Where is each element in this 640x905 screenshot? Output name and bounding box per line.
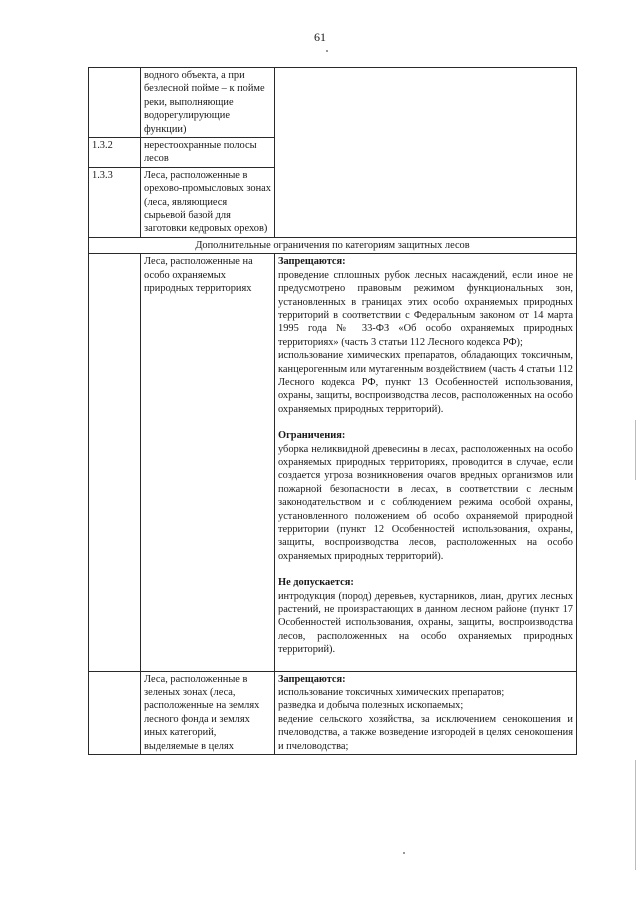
table-row [89, 254, 577, 671]
not-allowed-heading: Не допускается: [278, 577, 354, 589]
forest-category: Леса, расположенные в орехово-промысловых зонах (леса, являющиеся сырьевой базой для заготовки кедровых орехов) [141, 167, 275, 237]
rule-paragraph: разведка и добыча полезных ископаемых; [278, 700, 464, 712]
row-number [89, 671, 141, 754]
forest-category: Леса, расположенные на особо охраняемых природных территориях [141, 254, 275, 671]
forest-category: Леса, расположенные в зеленых зонах (леса, расположенные на землях лесного фонда и землях иных категорий, выделяемые в целях [141, 671, 275, 754]
rules-cell [275, 254, 577, 671]
rule-paragraph: уборка неликвидной древесины в лесах, расположенных на особо охраняемых природных территориях, проводится в случае, если создается угроза возникновения очагов вредных организмов или пожарной безопасности в лесах, в соответствии с лесным законодательством и с соблюдением режима особой охраны, установленного положением об особо охраняемой природной территории (пункт 12 Особенностей использования, охраны, защиты, воспроизводства лесов, расположенных на особо охраняемых природных территорий). [278, 443, 573, 562]
restrictions-heading: Ограничения: [278, 430, 346, 442]
row-number: 1.3.3 [89, 167, 141, 237]
scan-edge-mark [635, 420, 636, 480]
rule-paragraph: проведение сплошных рубок лесных насаждений, если иное не предусмотрено правовым режимом функциональных зон, установленных в границах этих особо охраняемых природных территорий в соответствии с Федеральным законом от 14 марта 1995 года № 33-ФЗ «Об особо охраняемых природных территориях» (часть 3 статьи 112 Лесного кодекса РФ); [278, 269, 573, 348]
row-number [89, 68, 141, 138]
rule-paragraph: ведение сельского хозяйства, за исключением сенокошения и пчеловодства, а также возведение изгородей в целях сенокошения и пчеловодства; [278, 713, 573, 752]
rule-paragraph: использование токсичных химических препаратов; [278, 687, 505, 699]
section-header: Дополнительные ограничения по категориям защитных лесов [89, 237, 577, 253]
scan-speck [403, 852, 405, 854]
restrictions-table [88, 67, 577, 755]
rule-paragraph: использование химических препаратов, обладающих токсичным, канцерогенным или мутагенным воздействием (часть 4 статьи 112 Лесного кодекса РФ, пункт 13 Особенностей использования, охраны, защиты, воспроизводства лесов, расположенных на особо охраняемых природных территорий). [278, 350, 573, 415]
page-number: 61 [314, 30, 326, 44]
rules-cell-empty [275, 68, 577, 238]
forest-category: нерестоохранные полосы лесов [141, 138, 275, 168]
prohibited-heading: Запрещаются: [278, 256, 346, 268]
rule-paragraph: интродукция (пород) деревьев, кустарников, лиан, других лесных растений, не произрастающих в данном лесном районе (пункт 17 Особенностей использования, охраны, защиты, воспроизводства лесов, расположенных на особо охраняемых природных территорий). [278, 590, 573, 656]
section-header-row [89, 237, 577, 253]
forest-category: водного объекта, а при безлесной пойме – к пойме реки, выполняющие водорегулирующие функции) [141, 68, 275, 138]
rules-cell [275, 671, 577, 754]
row-number: 1.3.2 [89, 138, 141, 168]
scan-speck [326, 50, 328, 52]
table-row [89, 671, 577, 754]
scan-edge-mark [635, 760, 636, 870]
prohibited-heading: Запрещаются: [278, 673, 346, 685]
table-row [89, 68, 577, 138]
row-number [89, 254, 141, 671]
